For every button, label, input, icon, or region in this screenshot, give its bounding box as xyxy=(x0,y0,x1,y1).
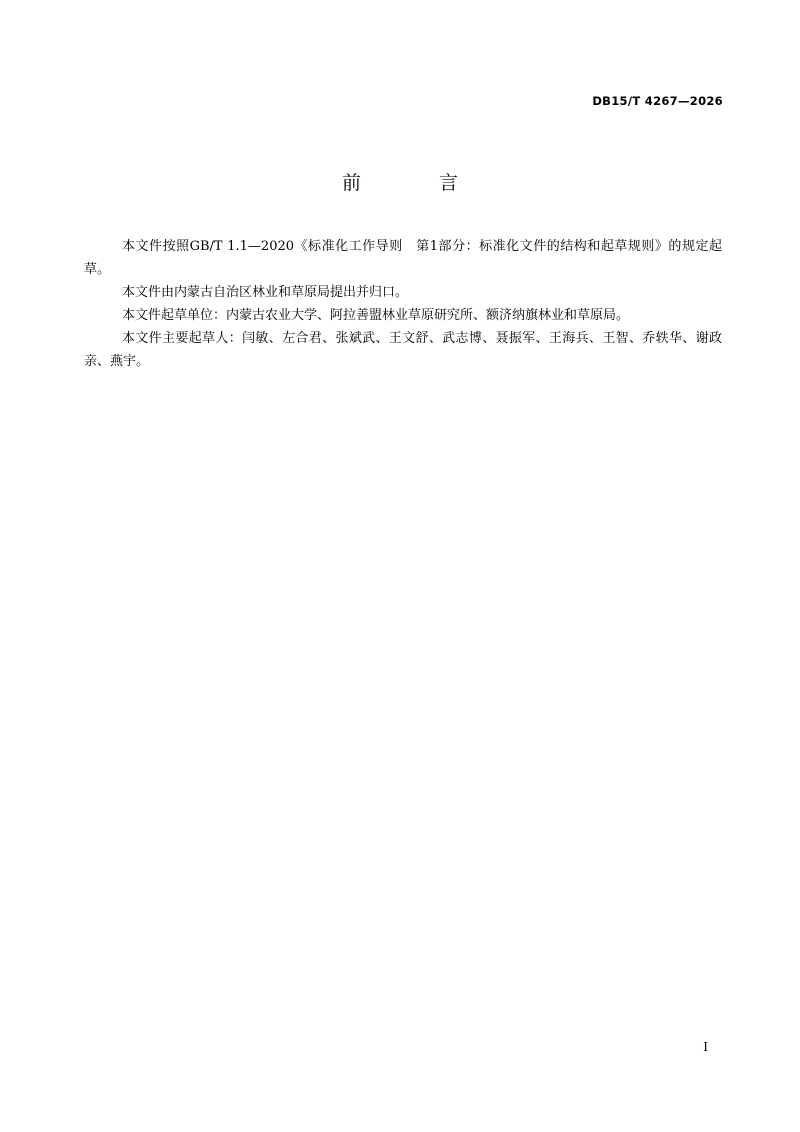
page-number: I xyxy=(703,1040,708,1054)
paragraph-proposer: 本文件由内蒙古自治区林业和草原局提出并归口。 xyxy=(122,285,409,300)
page-title: 前 言 xyxy=(341,172,495,194)
paragraph-drafting-units: 本文件起草单位：内蒙古农业大学、阿拉善盟林业草原研究所、额济纳旗林业和草原局。 xyxy=(122,308,630,323)
paragraph-drafting-basis: 本文件按照GB/T 1.1—2020《标准化工作导则 第1部分：标准化文件的结构和起草规则》的规定起草。 xyxy=(84,239,722,277)
document-code: DB15/T 4267—2026 xyxy=(592,94,723,108)
paragraph-drafters: 本文件主要起草人：闫敏、左合君、张斌武、王文舒、武志博、聂振军、王海兵、王智、乔轶华、谢政亲、燕宇。 xyxy=(84,331,722,369)
document-body xyxy=(84,235,722,373)
